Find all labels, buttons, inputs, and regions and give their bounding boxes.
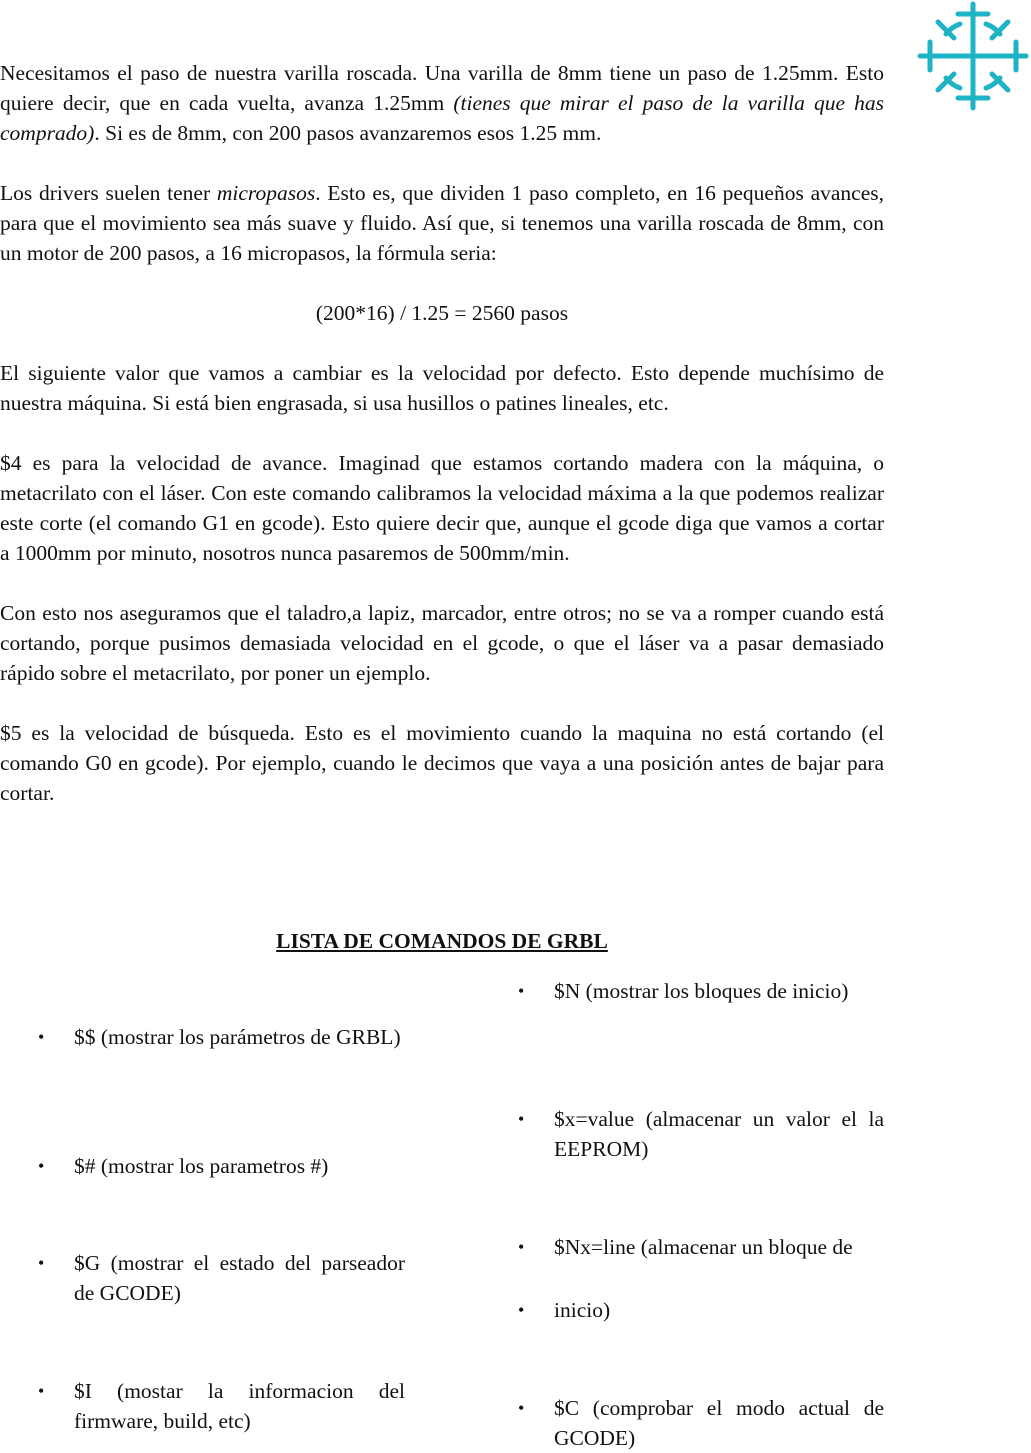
- paragraph-text: . Si es de 8mm, con 200 pasos avanzaremos esos 1.25 mm.: [94, 121, 602, 145]
- list-item: [480, 1295, 884, 1325]
- list-item-text: $# (mostrar los parametros #): [74, 1154, 329, 1178]
- list-item-text: $$ (mostrar los parámetros de GRBL): [74, 1025, 401, 1049]
- paragraph-micropasos: [0, 178, 884, 268]
- bullet-icon: •: [518, 1109, 525, 1129]
- list-item-text: $G (mostrar el estado del parseador de GCODE): [74, 1251, 405, 1305]
- list-item: [0, 1376, 405, 1436]
- paragraph-velocidad: El siguiente valor que vamos a cambiar es la velocidad por defecto. Esto depende muchísimo de nuestra máquina. Si está bien engrasada, si usa husillos o patines lineales, etc.: [0, 361, 884, 415]
- compass-cross-logo: [916, 0, 1030, 112]
- bullet-icon: •: [518, 1300, 525, 1320]
- paragraph-text: Necesitamos el paso de nuestra varilla roscada. Una varilla de 8mm tiene un paso de 1.25mm. Esto quiere decir, que en cada vuelta, avanza 1.25mm: [0, 61, 884, 115]
- bullet-icon: •: [38, 1027, 45, 1047]
- paragraph-avance: $4 es para la velocidad de avance. Imaginad que estamos cortando madera con la máquina, o metacrilato con el láser. Con este comando calibramos la velocidad máxima a la que podemos realizar este corte (el comando G1 en gcode). Esto quiere decir que, aunque el gcode diga que vamos a cortar a 1000mm por minuto, nosotros nunca pasaremos de 500mm/min.: [0, 451, 884, 565]
- paragraph-varilla: [0, 58, 884, 148]
- list-item: [0, 1022, 405, 1052]
- paragraph-text: . Esto es, que dividen 1 paso completo, en 16 pequeños avances, para que el movimiento sea más suave y fluido. Así que, si tenemos una varilla roscada de 8mm, con un motor de 200 pasos, a 16 micropasos, la fórmula seria:: [0, 181, 884, 265]
- bullet-icon: •: [518, 981, 525, 1001]
- list-item: [480, 976, 884, 1006]
- document-body: [0, 58, 884, 808]
- bullet-icon: •: [38, 1156, 45, 1176]
- list-item: [480, 1104, 884, 1164]
- paragraph-busqueda: $5 es la velocidad de búsqueda. Esto es el movimiento cuando la maquina no está cortando (el comando G0 en gcode). Por ejemplo, cuando le decimos que vaya a una posición antes de bajar para cortar.: [0, 721, 884, 805]
- list-item-text: $I (mostar la informacion del firmware, build, etc): [74, 1379, 405, 1433]
- formula: (200*16) / 1.25 = 2560 pasos: [315, 301, 569, 325]
- list-item: [0, 1248, 405, 1308]
- paragraph-italic-text: (tienes que mirar el paso de la varilla que has comprado): [0, 91, 884, 145]
- list-item-text: inicio): [554, 1298, 611, 1322]
- bullet-icon: •: [38, 1381, 45, 1401]
- paragraph-italic-text: micropasos: [216, 181, 316, 205]
- bullet-icon: •: [38, 1253, 45, 1273]
- list-item: [0, 1151, 405, 1181]
- list-item-text: $Nx=line (almacenar un bloque de: [554, 1235, 853, 1259]
- paragraph-text: Los drivers suelen tener: [0, 181, 217, 205]
- bullet-icon: •: [518, 1398, 525, 1418]
- list-item: [480, 1393, 884, 1453]
- list-item: [480, 1232, 884, 1262]
- bullet-icon: •: [518, 1237, 525, 1257]
- paragraph-seguridad: Con esto nos aseguramos que el taladro,a lapiz, marcador, entre otros; no se va a romper cuando está cortando, porque pusimos demasiada velocidad en el gcode, o que el láser va a pasar demasiado rápido sobre el metacrilato, por poner un ejemplo.: [0, 601, 884, 685]
- list-item-text: $C (comprobar el modo actual de GCODE): [554, 1396, 884, 1450]
- section-heading: LISTA DE COMANDOS DE GRBL: [276, 929, 608, 953]
- list-item-text: $x=value (almacenar un valor el la EEPROM): [554, 1107, 884, 1161]
- list-item-text: $N (mostrar los bloques de inicio): [554, 979, 849, 1003]
